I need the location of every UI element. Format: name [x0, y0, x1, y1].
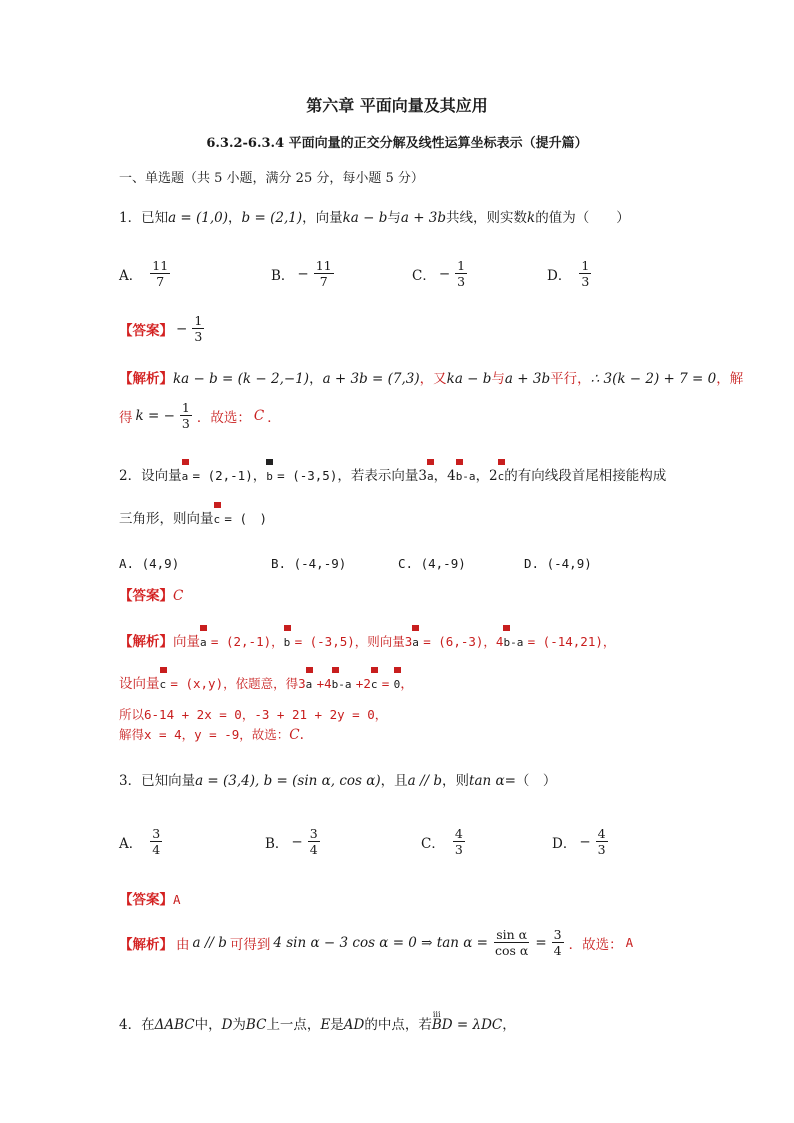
vector-symbol: 0 [394, 675, 401, 695]
text-span: b = (2,1) [241, 210, 303, 226]
text-span: a = (1,0) [168, 210, 229, 226]
q1-answer [119, 313, 206, 344]
text-span: D [221, 1017, 233, 1033]
text-span: − [291, 833, 303, 850]
q1-option-c [412, 258, 469, 289]
text-span: (4,-9) [420, 556, 466, 571]
text-span: a = (3,4), b = (sin α, cos α) [195, 773, 381, 789]
q3-option-a [119, 826, 164, 857]
text-span: A． [119, 267, 143, 284]
q1-option-a [119, 258, 172, 289]
text-span: = (2,-1)， [210, 634, 284, 649]
text-span: = (-3,5)，则向量3 [294, 634, 413, 649]
text-span: A． [119, 835, 143, 852]
text-span: 三角形，则向量 [119, 511, 214, 527]
fraction-numerator: 3 [152, 826, 161, 841]
text-span: A [173, 892, 181, 907]
text-span: ΔABC [154, 1017, 195, 1033]
text-span: BC [245, 1017, 267, 1033]
fraction-denominator: 3 [181, 416, 190, 431]
fraction-denominator: 4 [309, 842, 318, 857]
q3-analysis [119, 927, 633, 958]
q1-option-b [271, 258, 336, 289]
fraction [150, 258, 170, 289]
text-span: a + 3b = (7,3) [322, 371, 420, 387]
text-span: a + 3b [400, 210, 447, 226]
q2-option-d [524, 556, 592, 571]
vector-symbol: a [427, 467, 434, 487]
section-label: 【解析】 [119, 634, 173, 650]
text-span: = (-14,21)， [527, 634, 616, 649]
text-span: ka − b = (k − 2,−1) [173, 371, 310, 387]
fraction-numerator: 1 [181, 400, 190, 415]
text-span: − [297, 265, 309, 282]
text-span: +4 [316, 676, 332, 691]
vector-symbol: b-a [332, 675, 352, 695]
text-span: = (6,-3)，4 [423, 634, 504, 649]
text-span: 为 [232, 1017, 246, 1033]
fraction-numerator: 3 [309, 826, 318, 841]
text-span: 的有向线段首尾相接能构成 [504, 468, 667, 484]
text-span: 4．在 [119, 1017, 155, 1033]
text-span: =（ ） [504, 773, 557, 789]
section-label: 【解析】 [119, 371, 173, 387]
vector-symbol: b [266, 467, 273, 487]
fraction-numerator: 1 [457, 258, 466, 273]
section-label: 【答案】 [119, 322, 173, 339]
vector-symbol: c [160, 675, 167, 695]
text-span: a // b [407, 773, 443, 789]
text-span: ，若表示向量3 [337, 468, 427, 484]
fraction-numerator: 11 [315, 258, 332, 273]
section-label: 【答案】 [119, 588, 173, 604]
text-span: = [535, 934, 547, 951]
text-span: 上一点， [266, 1017, 321, 1033]
question-1: 1．已知a = (1,0)，b = (2,1)，向量ka − b与a + 3b共线，则实数k的值为（ ） [119, 210, 630, 226]
text-span: AD [343, 1017, 365, 1033]
text-span: 3．已知向量 [119, 773, 196, 789]
text-span: ∴ 3(k − 2) + 7 = 0 [590, 371, 717, 387]
text-span: (4,9) [141, 556, 180, 571]
q3-option-d [552, 826, 610, 857]
fraction-denominator: 7 [319, 274, 328, 289]
text-span: 设向量 [119, 676, 160, 692]
text-span: +2 [355, 676, 371, 691]
text-span: k = − [135, 407, 175, 424]
text-span: a + 3b [504, 371, 551, 387]
text-span: 的值为（ ） [535, 210, 630, 226]
text-span: = (-3,5) [277, 468, 338, 483]
q2-option-a [119, 556, 179, 571]
fraction [192, 313, 204, 344]
fraction-denominator: 3 [457, 274, 466, 289]
vector-symbol: c [498, 467, 505, 487]
vector-symbol: a [182, 467, 189, 487]
q2-option-c [398, 556, 466, 571]
fraction-numerator: sin α [496, 927, 528, 942]
text-span: ，4 [433, 468, 456, 484]
text-span: ．故选： [568, 936, 623, 953]
q2-analysis-line2 [119, 674, 414, 695]
text-span: 1．已知 [119, 210, 169, 226]
q2-analysis-line1 [119, 632, 615, 653]
text-span: C． [421, 835, 445, 852]
fraction [308, 826, 320, 857]
text-span: ，向量 [302, 210, 343, 226]
fraction-denominator: 3 [454, 842, 463, 857]
text-span: 解得x = 4，y = -9，故选： [119, 727, 290, 742]
fraction [596, 826, 608, 857]
fraction-denominator: 3 [194, 329, 203, 344]
fraction-numerator: 4 [597, 826, 606, 841]
text-span: B. [271, 556, 287, 571]
text-span: = ( ) [224, 511, 268, 526]
text-span: C [173, 588, 184, 604]
vector-symbol: a [200, 633, 207, 653]
text-span: 4 sin α − 3 cos α = 0 ⇒ tan α = [273, 934, 488, 951]
vector-symbol: b [284, 633, 291, 653]
text-span: C [253, 407, 265, 424]
fraction [150, 826, 162, 857]
chapter-title: 第六章 平面向量及其应用 [306, 96, 488, 115]
fraction-denominator: 3 [581, 274, 590, 289]
q1-analysis-line1: 【解析】ka − b = (k − 2,−1)，a + 3b = (7,3)，又ka − b与a + 3b平行，∴ 3(k − 2) + 7 = 0，解 [119, 371, 744, 387]
text-span: ，解 [716, 371, 744, 387]
text-span: tan α [469, 773, 505, 789]
text-span: . [299, 727, 304, 743]
text-span: B． [271, 267, 295, 284]
q3-option-b [265, 826, 322, 857]
fraction-denominator: 4 [553, 943, 562, 958]
fraction-denominator: 4 [152, 842, 161, 857]
text-span: D． [552, 835, 577, 852]
text-span: ，又 [419, 371, 447, 387]
q2-analysis-line3: 所以6-14 + 2x = 0，-3 + 21 + 2y = 0， [119, 707, 388, 722]
text-span: D. [524, 556, 540, 571]
text-span: D． [547, 267, 572, 284]
text-span: ka − b [446, 371, 492, 387]
q2-analysis-line4 [119, 725, 304, 745]
fraction [493, 927, 530, 958]
q1-analysis-line2 [119, 400, 281, 431]
text-span: E [320, 1017, 331, 1033]
fraction [455, 258, 467, 289]
q2-option-b [271, 556, 346, 571]
text-span: ， [502, 1017, 516, 1033]
fraction-numerator: 3 [553, 927, 562, 942]
text-span: ，2 [475, 468, 498, 484]
text-span: 得 [119, 409, 133, 426]
q1-option-d [547, 258, 593, 289]
q3-option-c [421, 826, 467, 857]
q3-answer [119, 890, 181, 910]
text-span: 可得到 [229, 936, 271, 953]
text-span: = (x,y)，依题意，得3 [170, 676, 306, 691]
text-span: 中， [194, 1017, 222, 1033]
fraction-numerator: 11 [152, 258, 169, 273]
text-span: C [289, 727, 300, 743]
text-span: = [381, 676, 390, 691]
text-span: ． [267, 409, 281, 426]
text-span: ，则 [442, 773, 470, 789]
fraction-denominator: cos α [494, 943, 529, 958]
fraction [314, 258, 334, 289]
vector-symbol: c [371, 675, 378, 695]
text-span: C. [398, 556, 414, 571]
text-span: ， [400, 676, 414, 692]
text-span: ．故选： [196, 409, 251, 426]
fraction [453, 826, 465, 857]
question-3 [119, 771, 556, 791]
text-span: 由 [176, 936, 190, 953]
text-span: B． [265, 835, 289, 852]
fraction-numerator: 1 [194, 313, 203, 328]
text-span: k [527, 210, 536, 226]
lesson-subtitle: 6.3.2-6.3.4 平面向量的正交分解及线性运算坐标表示（提升篇） [206, 136, 588, 151]
fraction [552, 927, 564, 958]
text-span: − [438, 265, 451, 282]
text-span: 与 [491, 371, 505, 387]
text-span: = (2,-1) [192, 468, 253, 483]
section-label: 【答案】 [119, 892, 173, 908]
text-span: 的中点，若 [364, 1017, 432, 1033]
vector-symbol: c [214, 510, 221, 530]
text-span: 2．设向量 [119, 468, 182, 484]
text-span: ka − b [342, 210, 388, 226]
fraction-denominator: 7 [156, 274, 165, 289]
vector-symbol: a [412, 633, 419, 653]
fraction-denominator: 3 [597, 842, 606, 857]
vector-symbol: a [306, 675, 313, 695]
text-span: 共线，则实数 [446, 210, 528, 226]
question-2-line2 [119, 509, 267, 530]
question-4 [119, 1015, 516, 1035]
text-span: 与 [387, 210, 401, 226]
vector-symbol: b-a [456, 467, 476, 487]
text-span: − [579, 833, 591, 850]
question-2-line1: 2．设向量a = (2,-1)，b = (-3,5)，若表示向量3a，4b-a，2c的有向线段首尾相接能构成 [119, 466, 666, 487]
text-span: 是 [330, 1017, 344, 1033]
text-span: a // b [192, 934, 227, 951]
text-span: 向量 [173, 634, 200, 650]
q2-answer [119, 586, 183, 606]
fraction [579, 258, 591, 289]
fraction-numerator: 1 [581, 258, 590, 273]
fraction [180, 400, 192, 431]
text-span: 平行， [550, 371, 591, 387]
section-heading: 一、单选题（共 5 小题，满分 25 分，每小题 5 分） [119, 171, 424, 186]
text-span: A. [119, 556, 135, 571]
text-span: A [625, 935, 634, 950]
section-label: 【解析】 [119, 936, 173, 953]
text-span: − [176, 320, 188, 337]
text-span: ，且 [380, 773, 408, 789]
text-span: (-4,-9) [293, 556, 347, 571]
text-span: ⅲ BD = λDC [432, 1015, 502, 1035]
text-span: (-4,9) [546, 556, 592, 571]
text-span: C． [412, 267, 436, 284]
vector-symbol: b-a [503, 633, 523, 653]
fraction-numerator: 4 [454, 826, 463, 841]
